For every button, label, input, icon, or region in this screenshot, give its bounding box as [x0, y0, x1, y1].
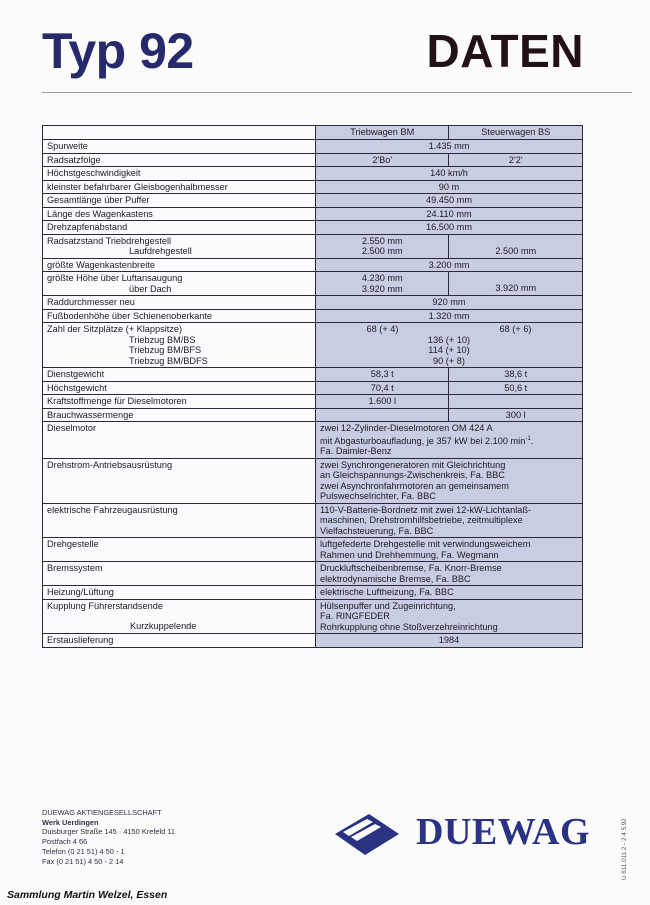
table-row — [43, 258, 583, 272]
row-label-line: Triebzug BM/BDFS — [129, 355, 208, 366]
row-label: Drehgestelle — [43, 538, 316, 562]
row-label: Dienstgewicht — [43, 368, 316, 382]
row-label: Höchstgeschwindigkeit — [43, 167, 316, 181]
collection-credit: Sammlung Martin Welzel, Essen — [7, 889, 168, 901]
table-row — [43, 599, 583, 634]
value-line: zwei Synchrongeneratoren mit Gleichrichtung — [320, 459, 506, 470]
row-label: Kraftstoffmenge für Dieselmotoren — [43, 395, 316, 409]
row-value-bs — [449, 272, 583, 296]
row-value — [316, 562, 583, 586]
table-row — [43, 458, 583, 503]
table-row — [43, 167, 583, 181]
row-value — [316, 599, 583, 634]
row-value-bm — [316, 408, 449, 422]
street-address: Duisburger Straße 145 · 4150 Krefeld 11 — [42, 827, 175, 837]
row-label-line: Kurzkuppelende — [130, 621, 197, 632]
value-line: 110-V-Batterie-Bordnetz mit zwei 12-kW-Lichtanlaß- — [320, 504, 532, 515]
duewag-logo-icon — [333, 812, 401, 858]
value-line: 2.500 mm — [495, 245, 537, 256]
value-line: maschinen, Drehstromhilfsbetriebe, zeitmultiplexe — [320, 515, 523, 526]
row-value-bm: 70,4 t — [316, 381, 449, 395]
table-row — [43, 140, 583, 154]
row-label: Fußbodenhöhe über Schienenoberkante — [43, 309, 316, 323]
row-label: Höchstgewicht — [43, 381, 316, 395]
table-row — [43, 296, 583, 310]
row-label: Bremssystem — [43, 562, 316, 586]
value-line: Pulswechselrichter, Fa. BBC — [320, 491, 436, 502]
table-row — [43, 153, 583, 167]
telefon: Telefon (0 21 51) 4 50 - 1 — [42, 846, 125, 856]
row-value — [316, 538, 583, 562]
row-value — [316, 323, 583, 368]
value-line: Rohrkupplung ohne Stoßverzehreinrichtung — [320, 621, 498, 632]
row-value-bm: 1.600 l — [316, 395, 449, 409]
page-title: Typ 92 — [42, 23, 194, 79]
table-row — [43, 221, 583, 235]
row-value-bm: 2'Bo' — [316, 153, 449, 167]
table-header-row — [43, 126, 583, 140]
value-line: Vielfachsteuerung, Fa. BBC — [320, 525, 434, 536]
row-value-bs — [449, 234, 583, 258]
row-value: elektrische Luftheizung, Fa. BBC — [316, 586, 583, 600]
table-row — [43, 562, 583, 586]
value-line: an Gleichspannungs-Zwischenkreis, Fa. BBC — [320, 470, 505, 481]
table-cell — [43, 126, 316, 140]
table-row — [43, 408, 583, 422]
werk-name: Werk Uerdingen — [42, 817, 99, 827]
value-line: Hülsenpuffer und Zugeinrichtung, — [320, 600, 456, 611]
row-value-bm — [316, 234, 449, 258]
column-header-bs: Steuerwagen BS — [449, 126, 583, 140]
value-line: Druckluftscheibenbremse, Fa. Knorr-Bremse — [320, 563, 502, 574]
company-address-block — [42, 808, 175, 866]
table-row — [43, 422, 583, 459]
row-value: 1.435 mm — [316, 140, 583, 154]
row-label: kleinster befahrbarer Gleisbogenhalbmesser — [43, 180, 316, 194]
row-label: größte Wagenkastenbreite — [43, 258, 316, 272]
row-label: Brauchwassermenge — [43, 408, 316, 422]
value-superscript: -1 — [525, 435, 531, 442]
row-label-line: über Dach — [129, 283, 172, 294]
row-label: Dieselmotor — [43, 422, 316, 459]
table-row — [43, 207, 583, 221]
column-header-bm: Triebwagen BM — [316, 126, 449, 140]
row-label: Erstauslieferung — [43, 634, 316, 648]
row-label — [43, 323, 316, 368]
value-line: Fa. RINGFEDER — [320, 611, 390, 622]
table-row — [43, 323, 583, 368]
value-line: 2.550 mm — [361, 235, 403, 246]
duewag-logo-text: DUEWAG — [416, 811, 591, 853]
row-value-bm: 58,3 t — [316, 368, 449, 382]
table-row — [43, 234, 583, 258]
row-value-bs: 50,6 t — [449, 381, 583, 395]
value-text: . — [530, 435, 534, 446]
value-line: luftgefederte Drehgestelle mit verwindungsweichem — [320, 539, 531, 550]
row-label-line: Triebzug BM/BS — [129, 334, 196, 345]
value-text: mit Abgasturboaufladung, je 357 kW bei 2.100 min — [320, 435, 526, 446]
row-value-bs — [449, 395, 583, 409]
value-line: 114 (+ 10) — [428, 345, 470, 355]
table-row — [43, 395, 583, 409]
value-line: 3.920 mm — [361, 283, 403, 294]
row-label-line: Kupplung Führerstandsende — [47, 600, 163, 611]
row-label — [43, 599, 316, 634]
row-value: 1984 — [316, 634, 583, 648]
value-line: zwei 12-Zylinder-Dieselmotoren OM 424 A — [320, 423, 493, 433]
row-value: 140 km/h — [316, 167, 583, 181]
value-line — [320, 434, 578, 447]
table-row — [43, 180, 583, 194]
row-value-bs: 300 l — [449, 408, 583, 422]
row-value: 1.320 mm — [316, 309, 583, 323]
row-value: 90 m — [316, 180, 583, 194]
row-label — [43, 272, 316, 296]
row-label-line: größte Höhe über Luftansaugung — [47, 273, 183, 283]
row-value: 16.500 mm — [316, 221, 583, 235]
value-line: elektrodynamische Bremse, Fa. BBC — [320, 573, 471, 584]
row-label: Gesamtlänge über Puffer — [43, 194, 316, 208]
table-row — [43, 194, 583, 208]
row-label: Raddurchmesser neu — [43, 296, 316, 310]
row-value: 3.200 mm — [316, 258, 583, 272]
row-label-line: Triebzug BM/BFS — [129, 345, 202, 355]
value-line: zwei Asynchronfahrmotoren an gemeinsamem — [320, 480, 509, 491]
row-value-bs: 2'2' — [449, 153, 583, 167]
value-line: 136 (+ 10) — [427, 334, 471, 345]
value-line: 68 (+ 6) — [499, 324, 532, 334]
table-row — [43, 538, 583, 562]
row-label-line: Laufdrehgestell — [129, 246, 192, 256]
header-rule — [42, 92, 632, 93]
document-number: U 611.011 2 - 2 4 5.92 — [621, 818, 628, 880]
row-label: Heizung/Lüftung — [43, 586, 316, 600]
row-label — [43, 234, 316, 258]
value-line: Fa. Daimler-Benz — [320, 446, 392, 457]
row-value — [316, 458, 583, 503]
row-label-line: Radsatzstand Triebdrehgestell — [47, 235, 172, 246]
value-line: 4.230 mm — [361, 273, 403, 283]
row-label: Spurweite — [43, 140, 316, 154]
row-value — [316, 503, 583, 538]
table-row — [43, 634, 583, 648]
value-line: Rahmen und Drehhemmung, Fa. Wegmann — [320, 549, 499, 560]
table-row — [43, 586, 583, 600]
row-value-bm — [316, 272, 449, 296]
postfach: Postfach 4 66 — [42, 837, 88, 847]
fax: Fax (0 21 51) 4 50 - 2 14 — [42, 856, 124, 866]
row-label-line: Zahl der Sitzplätze (+ Klappsitze) — [47, 324, 183, 334]
table-row — [43, 368, 583, 382]
table-row — [43, 272, 583, 296]
row-label: elektrische Fahrzeugausrüstung — [43, 503, 316, 538]
row-label: Drehstrom-Antriebsausrüstung — [43, 458, 316, 503]
value-line: 90 (+ 8) — [433, 355, 465, 366]
row-value: 920 mm — [316, 296, 583, 310]
table-row — [43, 309, 583, 323]
row-label: Drehzapfenabstand — [43, 221, 316, 235]
row-value: 49.450 mm — [316, 194, 583, 208]
company-name: DUEWAG AKTIENGESELLSCHAFT — [42, 808, 162, 817]
table-row — [43, 381, 583, 395]
value-line: 3.920 mm — [495, 283, 537, 293]
row-value: 24.110 mm — [316, 207, 583, 221]
section-heading: DATEN — [426, 25, 584, 77]
row-value-bs: 38,6 t — [449, 368, 583, 382]
row-label: Radsatzfolge — [43, 153, 316, 167]
table-row — [43, 503, 583, 538]
value-line: 68 (+ 4) — [366, 324, 399, 334]
technical-data-table — [42, 125, 583, 648]
row-value — [316, 422, 583, 459]
row-label: Länge des Wagenkastens — [43, 207, 316, 221]
value-line: 2.500 mm — [361, 246, 403, 256]
